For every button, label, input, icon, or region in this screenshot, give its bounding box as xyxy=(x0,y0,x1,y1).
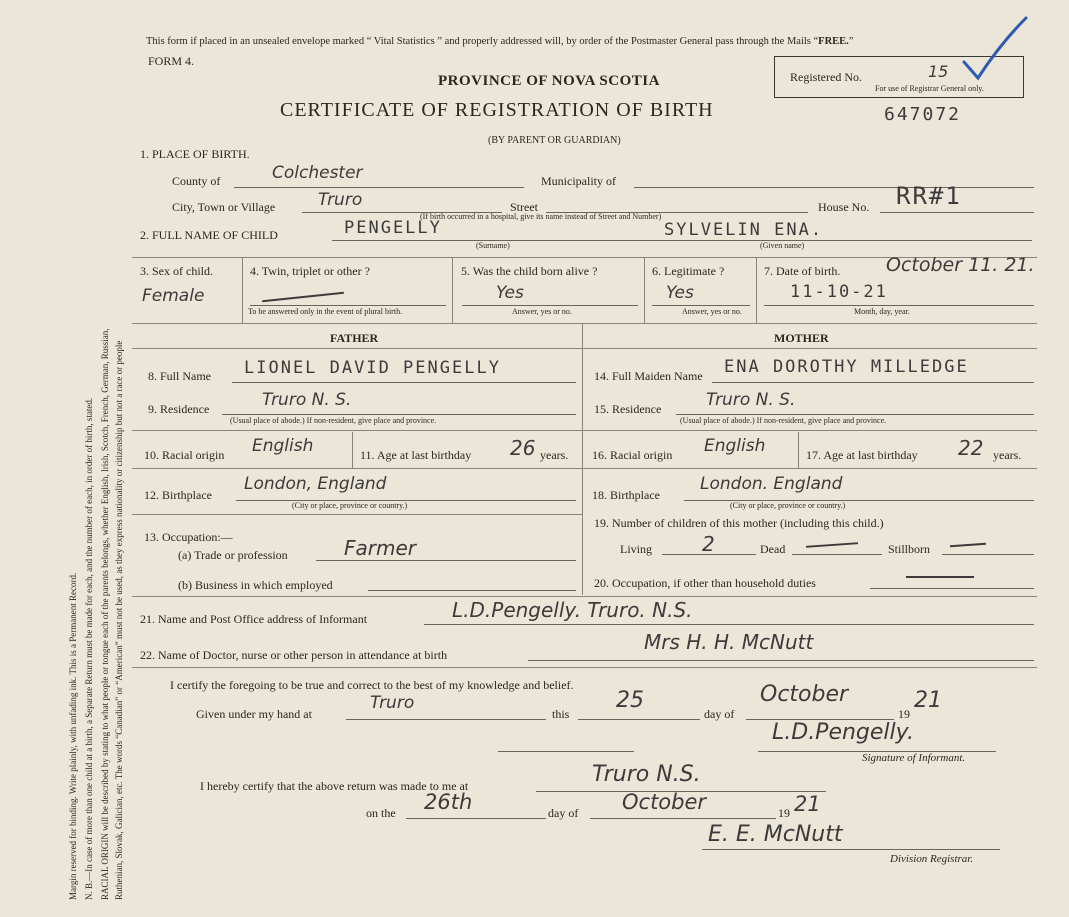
form-number: FORM 4. xyxy=(148,54,195,68)
margin-note-binding: Margin reserved for binding. Write plainly, with unfading ink. This is a Permanent Record. xyxy=(68,572,78,900)
registered-number-note: For use of Registrar General only. xyxy=(875,84,984,93)
mother-age-value: 22 xyxy=(958,436,984,460)
father-residence-label: 9. Residence xyxy=(148,402,210,416)
margin-note-racial-origin: RACIAL ORIGIN will be described by stating to what people or tongue each of the parents belongs, whether English, Irish, Scotch, French, German, Russian, xyxy=(100,328,110,900)
mother-children-label: 19. Number of children of this mother (including this child.) xyxy=(594,516,884,530)
child-name-label: 2. FULL NAME OF CHILD xyxy=(140,228,278,242)
father-birthplace-value: London, England xyxy=(244,474,387,494)
registrar-year-prefix: 19 xyxy=(778,806,790,820)
certificate-title: CERTIFICATE OF REGISTRATION OF BIRTH xyxy=(280,99,714,121)
registered-number-label: Registered No. xyxy=(790,70,862,84)
certify-day-of-label: day of xyxy=(704,707,735,721)
certificate-number: 647072 xyxy=(884,104,962,125)
mother-stillborn-label: Stillborn xyxy=(888,542,931,556)
mother-years-label: years. xyxy=(993,448,1022,462)
city-label: City, Town or Village xyxy=(172,200,276,214)
informant-value: L.D.Pengelly. Truro. N.S. xyxy=(452,598,693,622)
twin-label: 4. Twin, triplet or other ? xyxy=(250,264,370,278)
father-trade-label: (a) Trade or profession xyxy=(178,548,288,562)
informant-signature-caption: Signature of Informant. xyxy=(862,752,966,764)
mother-living-value: 2 xyxy=(702,532,715,556)
registrar-statement: I hereby certify that the above return was made to me at xyxy=(200,779,469,793)
hospital-note: (If birth occurred in a hospital, give its name instead of Street and Number) xyxy=(420,212,662,221)
surname-caption: (Surname) xyxy=(476,241,510,250)
legitimate-value: Yes xyxy=(666,283,694,303)
father-racial-label: 10. Racial origin xyxy=(144,448,225,462)
legitimate-note: Answer, yes or no. xyxy=(682,307,742,316)
alive-label: 5. Was the child born alive ? xyxy=(461,264,598,278)
date-of-birth-words: October 11. 21. xyxy=(886,254,1035,276)
registrar-signature: E. E. McNutt xyxy=(708,822,843,847)
father-trade-value: Farmer xyxy=(344,536,416,560)
mother-heading: MOTHER xyxy=(774,331,829,345)
mother-birthplace-note: (City or place, province or country.) xyxy=(730,501,846,510)
mother-residence-note: (Usual place of abode.) If non-resident, give place and province. xyxy=(680,416,887,425)
father-occupation-label: 13. Occupation:— xyxy=(144,530,233,544)
child-given-name: SYLVELIN ENA. xyxy=(664,220,824,240)
certify-statement: I certify the foregoing to be true and correct to the best of my knowledge and belief. xyxy=(170,678,574,692)
father-birthplace-note: (City or place, province or country.) xyxy=(292,501,408,510)
legitimate-label: 6. Legitimate ? xyxy=(652,264,725,278)
twin-dash xyxy=(262,292,344,303)
father-years-label: years. xyxy=(540,448,569,462)
mother-age-label: 17. Age at last birthday xyxy=(806,448,918,462)
informant-label: 21. Name and Post Office address of Informant xyxy=(140,612,368,626)
father-residence-note: (Usual place of abode.) If non-resident, give place and province. xyxy=(230,416,437,425)
registrar-day-of-label: day of xyxy=(548,806,579,820)
mother-living-label: Living xyxy=(620,542,652,556)
alive-value: Yes xyxy=(496,283,524,303)
given-name-caption: (Given name) xyxy=(760,241,805,250)
mother-birthplace-label: 18. Birthplace xyxy=(592,488,660,502)
sex-label: 3. Sex of child. xyxy=(140,264,213,278)
registrar-on-label: on the xyxy=(366,806,396,820)
house-number-label: House No. xyxy=(818,200,870,214)
mother-racial-label: 16. Racial origin xyxy=(592,448,673,462)
street-label: Street xyxy=(510,200,538,214)
margin-note-multiple-births: N. B.—In case of more than one child at a birth, a Separate Return must be made for each, and the number of each, in order of birth, stated. xyxy=(84,397,94,900)
father-name-value: LIONEL DAVID PENGELLY xyxy=(244,358,501,378)
date-of-birth-label: 7. Date of birth. xyxy=(764,264,841,278)
check-mark-icon xyxy=(960,14,1030,84)
mother-racial-value: English xyxy=(704,436,766,456)
father-name-label: 8. Full Name xyxy=(148,369,211,383)
mother-occupation-dash xyxy=(906,576,974,578)
date-of-birth-note: Month, day, year. xyxy=(854,307,910,316)
twin-note: To be answered only in the event of plural birth. xyxy=(248,307,403,316)
attendant-value: Mrs H. H. McNutt xyxy=(644,630,814,654)
alive-note: Answer, yes or no. xyxy=(512,307,572,316)
certificate-subtitle: (BY PARENT OR GUARDIAN) xyxy=(488,135,621,146)
municipality-label: Municipality of xyxy=(541,174,616,188)
certify-year: 21 xyxy=(914,688,942,713)
mother-name-label: 14. Full Maiden Name xyxy=(594,369,703,383)
certify-place: Truro xyxy=(370,693,415,713)
mother-dead-dash xyxy=(806,542,858,548)
county-label: County of xyxy=(172,174,221,188)
mother-occupation-label: 20. Occupation, if other than household duties xyxy=(594,576,816,590)
father-age-value: 26 xyxy=(510,436,536,460)
margin-note-nationality: Ruthenian, Slovak, Galician, etc. The words “Canadian” or “American” must not be used, as they express nationality or citizenship but not a race or people xyxy=(114,340,124,900)
informant-signature: L.D.Pengelly. xyxy=(772,720,914,745)
place-of-birth-heading: 1. PLACE OF BIRTH. xyxy=(140,147,250,161)
father-business-label: (b) Business in which employed xyxy=(178,578,333,592)
house-number-value: RR#1 xyxy=(896,182,962,210)
certify-year-prefix: 19 xyxy=(898,707,910,721)
mother-birthplace-value: London. England xyxy=(700,474,843,494)
county-value: Colchester xyxy=(272,163,363,183)
father-residence-value: Truro N. S. xyxy=(262,390,352,410)
mother-residence-value: Truro N. S. xyxy=(706,390,796,410)
mother-dead-label: Dead xyxy=(760,542,786,556)
father-age-label: 11. Age at last birthday xyxy=(360,448,472,462)
registrar-day: 26th xyxy=(424,790,473,814)
registrar-place: Truro N.S. xyxy=(592,762,701,787)
city-value: Truro xyxy=(318,190,363,210)
attendant-label: 22. Name of Doctor, nurse or other person in attendance at birth xyxy=(140,648,448,662)
certify-month: October xyxy=(760,682,849,707)
given-under-hand-label: Given under my hand at xyxy=(196,707,312,721)
certify-this-label: this xyxy=(552,707,570,721)
postal-notice: This form if placed in an unsealed envelope marked “ Vital Statistics ” and properly addressed will, by order of the Postmaster General pass through the Mails “FREE.” xyxy=(146,36,854,47)
registered-number-value: 15 xyxy=(928,62,949,81)
province-heading: PROVINCE OF NOVA SCOTIA xyxy=(438,73,660,89)
registrar-month: October xyxy=(622,790,707,814)
registrar-caption: Division Registrar. xyxy=(890,853,974,865)
father-birthplace-label: 12. Birthplace xyxy=(144,488,212,502)
mother-stillborn-dash xyxy=(950,543,986,548)
mother-name-value: ENA DOROTHY MILLEDGE xyxy=(724,357,969,377)
father-racial-value: English xyxy=(252,436,314,456)
father-heading: FATHER xyxy=(330,331,379,345)
child-surname: PENGELLY xyxy=(344,218,442,238)
sex-value: Female xyxy=(142,286,205,306)
registrar-year: 21 xyxy=(794,792,821,816)
mother-residence-label: 15. Residence xyxy=(594,402,662,416)
date-of-birth-numeric: 11-10-21 xyxy=(790,282,888,302)
certify-day: 25 xyxy=(616,688,644,713)
